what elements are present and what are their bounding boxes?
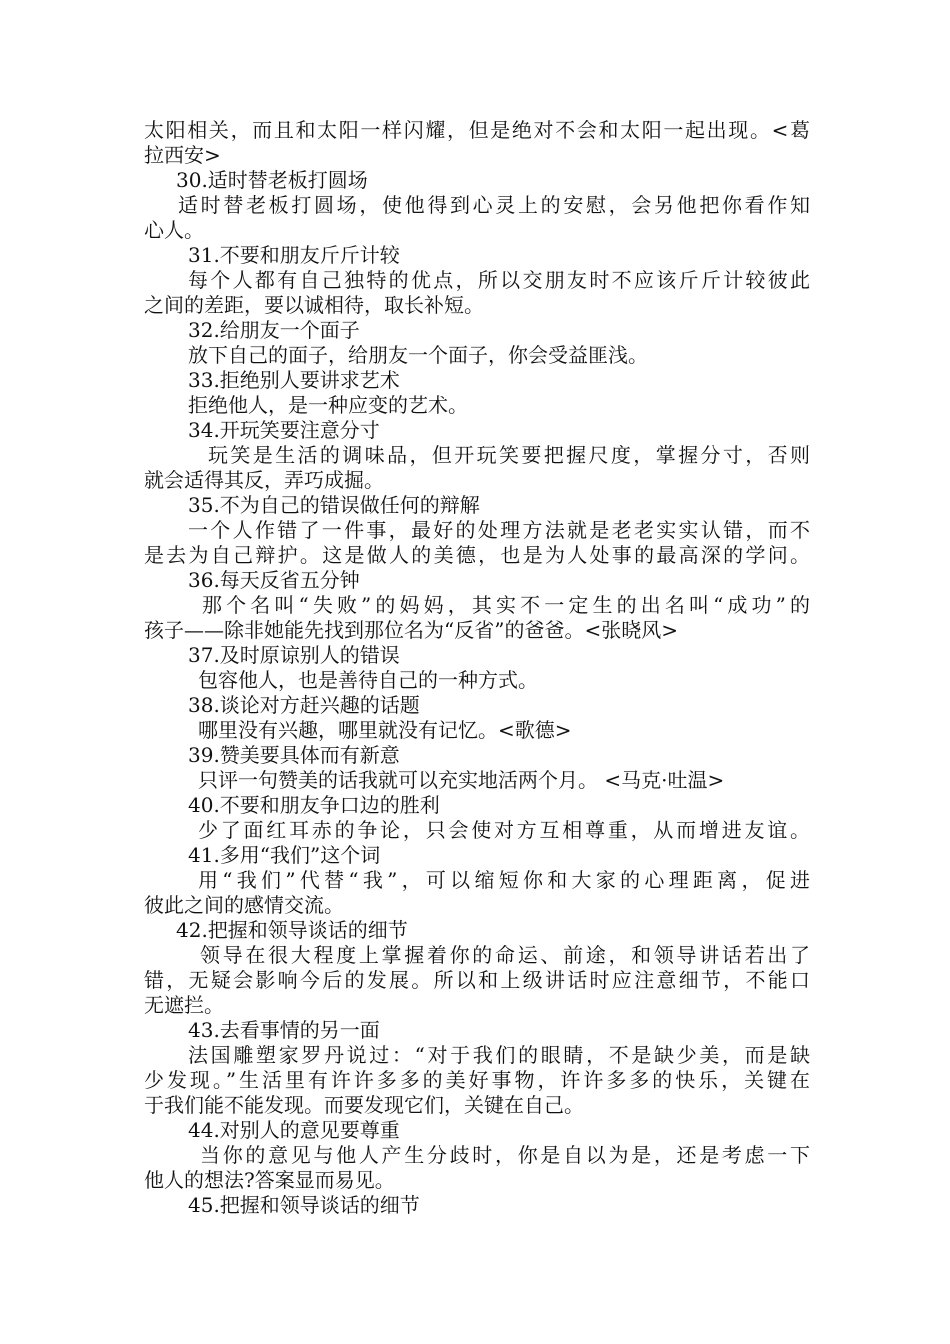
text-line: 太阳相关，而且和太阳一样闪耀，但是绝对不会和太阳一起出现。<葛: [144, 118, 810, 142]
text-line: 每个人都有自己独特的优点，所以交朋友时不应该斤斤计较彼此: [188, 268, 810, 292]
text-line: 36.每天反省五分钟: [188, 568, 360, 592]
text-line: 他人的想法?答案显而易见。: [144, 1168, 395, 1192]
text-line: 用“我们”代替“我”，可以缩短你和大家的心理距离，促进: [198, 868, 810, 892]
text-line: 37.及时原谅别人的错误: [188, 643, 400, 667]
text-line: 无遮拦。: [144, 993, 224, 1017]
text-line: 拉西安>: [144, 143, 221, 167]
text-line: 30.适时替老板打圆场: [176, 168, 368, 192]
text-line: 33.拒绝别人要讲求艺术: [188, 368, 400, 392]
text-line: 一个人作错了一件事，最好的处理方法就是老老实实认错，而不: [188, 518, 810, 542]
text-line: 42.把握和领导谈话的细节: [176, 918, 408, 942]
text-line: 当你的意见与他人产生分歧时，你是自以为是，还是考虑一下: [200, 1143, 810, 1167]
text-line: 34.开玩笑要注意分寸: [188, 418, 380, 442]
document-page: [144, 118, 810, 1218]
text-line: 彼此之间的感情交流。: [144, 893, 344, 917]
text-line: 41.多用“我们”这个词: [188, 843, 381, 867]
text-line: 是去为自己辩护。这是做人的美德，也是为人处事的最高深的学问。: [144, 543, 810, 567]
text-line: 35.不为自己的错误做任何的辩解: [188, 493, 480, 517]
text-line: 之间的差距，要以诚相待，取长补短。: [144, 293, 484, 317]
text-line: 就会适得其反，弄巧成掘。: [144, 468, 384, 492]
text-line: 少发现。”生活里有许许多多的美好事物，许许多多的快乐，关键在: [144, 1068, 810, 1092]
text-line: 那个名叫“失败”的妈妈，其实不一定生的出名叫“成功”的: [202, 593, 810, 617]
text-line: 少了面红耳赤的争论，只会使对方互相尊重，从而增进友谊。: [198, 818, 810, 842]
text-line: 错，无疑会影响今后的发展。所以和上级讲话时应注意细节，不能口: [144, 968, 810, 992]
text-line: 44.对别人的意见要尊重: [188, 1118, 400, 1142]
text-line: 领导在很大程度上掌握着你的命运、前途，和领导讲话若出了: [200, 943, 810, 967]
text-line: 法国雕塑家罗丹说过：“对于我们的眼睛，不是缺少美，而是缺: [188, 1043, 810, 1067]
text-line: 31.不要和朋友斤斤计较: [188, 243, 400, 267]
text-line: 39.赞美要具体而有新意: [188, 743, 400, 767]
text-line: 于我们能不能发现。而要发现它们，关键在自己。: [144, 1093, 584, 1117]
text-line: 拒绝他人，是一种应变的艺术。: [188, 393, 468, 417]
text-line: 孩子——除非她能先找到那位名为“反省”的爸爸。<张晓风>: [144, 618, 678, 642]
text-line: 32.给朋友一个面子: [188, 318, 360, 342]
text-line: 放下自己的面子，给朋友一个面子，你会受益匪浅。: [188, 343, 648, 367]
text-line: 适时替老板打圆场，使他得到心灵上的安慰，会另他把你看作知: [178, 193, 810, 217]
text-line: 43.去看事情的另一面: [188, 1018, 380, 1042]
text-line: 40.不要和朋友争口边的胜利: [188, 793, 440, 817]
text-line: 哪里没有兴趣，哪里就没有记忆。<歌德>: [198, 718, 572, 742]
text-line: 只评一句赞美的话我就可以充实地活两个月。 <马克·吐温>: [198, 768, 725, 792]
text-line: 心人。: [144, 218, 204, 242]
text-line: 38.谈论对方赶兴趣的话题: [188, 693, 420, 717]
text-line: 玩笑是生活的调味品，但开玩笑要把握尺度，掌握分寸，否则: [208, 443, 810, 467]
text-line: 45.把握和领导谈话的细节: [188, 1193, 420, 1217]
text-line: 包容他人，也是善待自己的一种方式。: [198, 668, 538, 692]
